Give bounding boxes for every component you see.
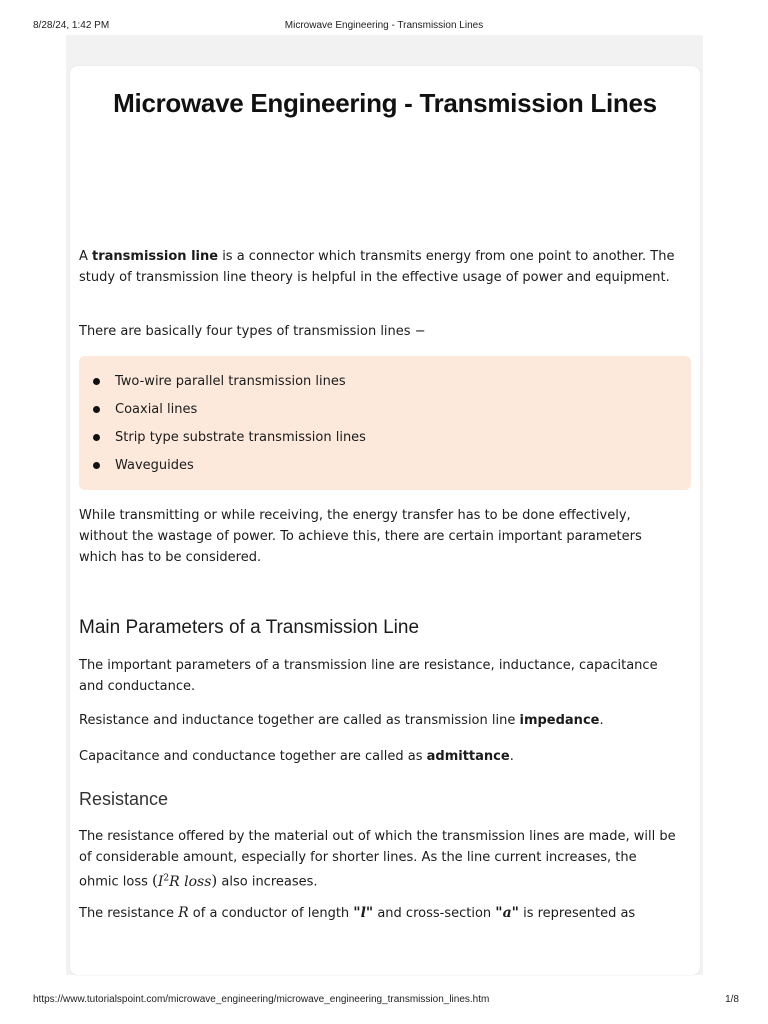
subsection-heading: Resistance [79,789,169,809]
types-list [93,372,366,484]
transfer-paragraph: While transmitting or while receiving, the energy transfer has to be done effectively, without the wastage of power. To achieve this, there are certain important parameters which has to be considered. [79,508,642,565]
resistance-paragraph [79,826,679,893]
math-superscript: 2 [163,873,170,883]
intro-suffix: is a connector which transmits energy from one point to another. The study of transmission line theory is helpful in the effective usage of power and equipment. [79,249,675,285]
list-item [93,400,366,428]
section-heading: Main Parameters of a Transmission Line [79,617,420,638]
print-url: https://www.tutorialspoint.com/microwave_engineering/microwave_engineering_transmission_lines.htm [33,994,490,1005]
impedance-prefix: Resistance and inductance together are called as transmission line [79,713,520,728]
list-item-label: Two-wire parallel transmission lines [115,374,346,389]
print-page-number: 1/8 [725,994,739,1005]
resistance-formula-paragraph [79,903,679,924]
print-footer [0,994,768,1024]
list-item [93,372,366,400]
resistance-text: The resistance offered by the material out of which the transmission lines are made, will be of considerable amount, especially for shorter lines. As the line current increases, the ohmic loss [79,829,676,890]
print-datetime: 8/28/24, 1:42 PM [33,20,110,31]
formula-mid1: of a conductor of length [188,906,354,921]
resistance-suffix: also increases. [217,874,318,890]
list-item-label: Coaxial lines [115,402,198,417]
types-intro: There are basically four types of transmission lines − [79,324,426,339]
math-paren-open: ( [152,871,158,890]
formula-suffix: is represented as [518,906,636,921]
bullet-icon [93,378,100,385]
article-title: Microwave Engineering - Transmission Lines [113,88,657,118]
ohmic-loss-formula [158,874,212,890]
bullet-icon [93,462,100,469]
print-title: Microwave Engineering - Transmission Lines [284,20,484,31]
intro-prefix: A [79,249,93,264]
math-rest: R loss [169,873,212,890]
list-item-label: Strip type substrate transmission lines [115,430,366,445]
admittance-prefix: Capacitance and conductance together are called as [79,749,427,764]
bullet-icon [93,434,100,441]
formula-prefix: The resistance [79,906,179,921]
impedance-paragraph [79,710,679,731]
types-list-box [79,356,691,490]
list-item-label: Waveguides [115,458,194,473]
var-l: "l" [353,905,374,921]
impedance-term: impedance [519,713,600,728]
var-a: "a" [495,905,519,921]
print-header [0,0,768,34]
intro-paragraph [79,246,679,288]
math-paren-close: ) [211,871,218,890]
formula-mid2: and cross-section [373,906,496,921]
intro-term: transmission line [92,249,219,264]
math-base: I [157,873,164,890]
list-item [93,456,366,484]
admittance-suffix: . [509,749,514,764]
admittance-paragraph [79,746,679,767]
bullet-icon [93,406,100,413]
admittance-term: admittance [426,749,510,764]
list-item [93,428,366,456]
var-r: R [178,905,189,921]
impedance-suffix: . [599,713,604,728]
parameters-paragraph: The important parameters of a transmission line are resistance, inductance, capacitance and conductance. [79,658,658,694]
